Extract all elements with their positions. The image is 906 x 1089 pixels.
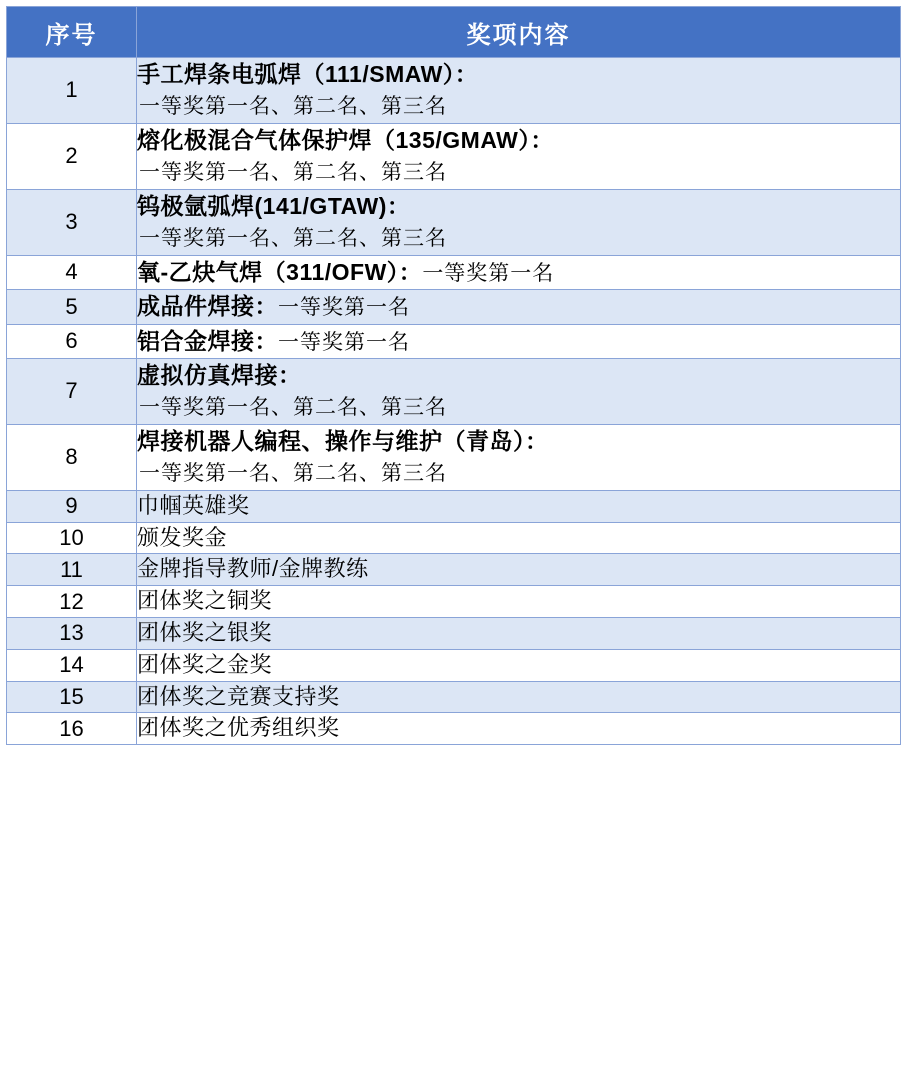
table-row	[7, 324, 901, 359]
award-content-cell	[137, 290, 901, 325]
award-content-cell	[137, 554, 901, 586]
award-title: 团体奖之竞赛支持奖	[137, 683, 340, 709]
award-content-cell	[137, 189, 901, 255]
award-title: 团体奖之优秀组织奖	[137, 715, 340, 741]
award-title: 氧-乙炔气焊（311/OFW）：	[137, 258, 423, 285]
award-detail: 一等奖第一名、第二名、第三名	[139, 462, 447, 486]
award-title: 团体奖之银奖	[137, 619, 273, 645]
table-row	[7, 681, 901, 713]
award-content-cell	[137, 58, 901, 124]
award-content-cell	[137, 681, 901, 713]
row-index-cell: 6	[7, 324, 137, 359]
award-title: 手工焊条电弧焊（111/SMAW）：	[137, 61, 479, 87]
award-title: 团体奖之铜奖	[137, 588, 273, 614]
row-index-cell: 14	[7, 649, 137, 681]
row-index-cell: 9	[7, 490, 137, 522]
award-title: 虚拟仿真焊接：	[137, 362, 302, 389]
row-index-cell: 5	[7, 290, 137, 325]
row-index-cell: 10	[7, 522, 137, 554]
table-row	[7, 424, 901, 490]
award-title: 团体奖之金奖	[137, 651, 273, 677]
table-row	[7, 554, 901, 586]
table-row	[7, 713, 901, 745]
award-content-cell	[137, 649, 901, 681]
row-index-cell: 15	[7, 681, 137, 713]
column-header-no: 序号	[7, 7, 137, 58]
table-row	[7, 189, 901, 255]
award-content-cell	[137, 123, 901, 189]
award-content-cell	[137, 424, 901, 490]
award-content-cell	[137, 255, 901, 290]
award-detail: 一等奖第一名	[278, 330, 410, 354]
row-index-cell: 12	[7, 586, 137, 618]
award-detail: 一等奖第一名、第二名、第三名	[139, 95, 447, 119]
row-index-cell: 2	[7, 123, 137, 189]
row-index-cell: 4	[7, 255, 137, 290]
award-title: 钨极氩弧焊(141/GTAW)：	[137, 192, 411, 219]
table-row	[7, 255, 901, 290]
award-content-cell	[137, 324, 901, 359]
row-index-cell: 1	[7, 58, 137, 124]
award-content-cell	[137, 359, 901, 425]
award-detail: 一等奖第一名	[422, 261, 555, 285]
row-index-cell: 16	[7, 713, 137, 745]
table-row	[7, 290, 901, 325]
award-detail: 一等奖第一名、第二名、第三名	[139, 396, 447, 420]
table-row	[7, 649, 901, 681]
table-row	[7, 123, 901, 189]
table-row	[7, 58, 901, 124]
table-row	[7, 490, 901, 522]
award-title: 焊接机器人编程、操作与维护（青岛）：	[137, 427, 549, 454]
table-header	[7, 7, 901, 58]
row-index-cell: 13	[7, 617, 137, 649]
row-index-cell: 3	[7, 189, 137, 255]
table-row	[7, 522, 901, 554]
row-index-cell: 11	[7, 554, 137, 586]
award-content-cell	[137, 617, 901, 649]
table-body	[7, 58, 901, 745]
award-title: 熔化极混合气体保护焊（135/GMAW）：	[137, 126, 554, 153]
table-header-row	[7, 7, 901, 58]
table-row	[7, 359, 901, 425]
award-content-cell	[137, 713, 901, 745]
column-header-content: 奖项内容	[137, 7, 901, 58]
award-table	[6, 6, 901, 745]
award-title: 颁发奖金	[137, 524, 228, 550]
table-row	[7, 617, 901, 649]
row-index-cell: 7	[7, 359, 137, 425]
award-content-cell	[137, 522, 901, 554]
row-index-cell: 8	[7, 424, 137, 490]
award-title: 巾帼英雄奖	[137, 492, 250, 518]
award-detail: 一等奖第一名、第二名、第三名	[139, 161, 447, 185]
table-row	[7, 586, 901, 618]
award-title: 金牌指导教师/金牌教练	[137, 556, 369, 582]
award-content-cell	[137, 490, 901, 522]
award-detail: 一等奖第一名、第二名、第三名	[139, 227, 447, 251]
award-content-cell	[137, 586, 901, 618]
award-title: 铝合金焊接：	[137, 327, 278, 354]
award-detail: 一等奖第一名	[278, 296, 410, 320]
award-title: 成品件焊接：	[137, 293, 278, 320]
